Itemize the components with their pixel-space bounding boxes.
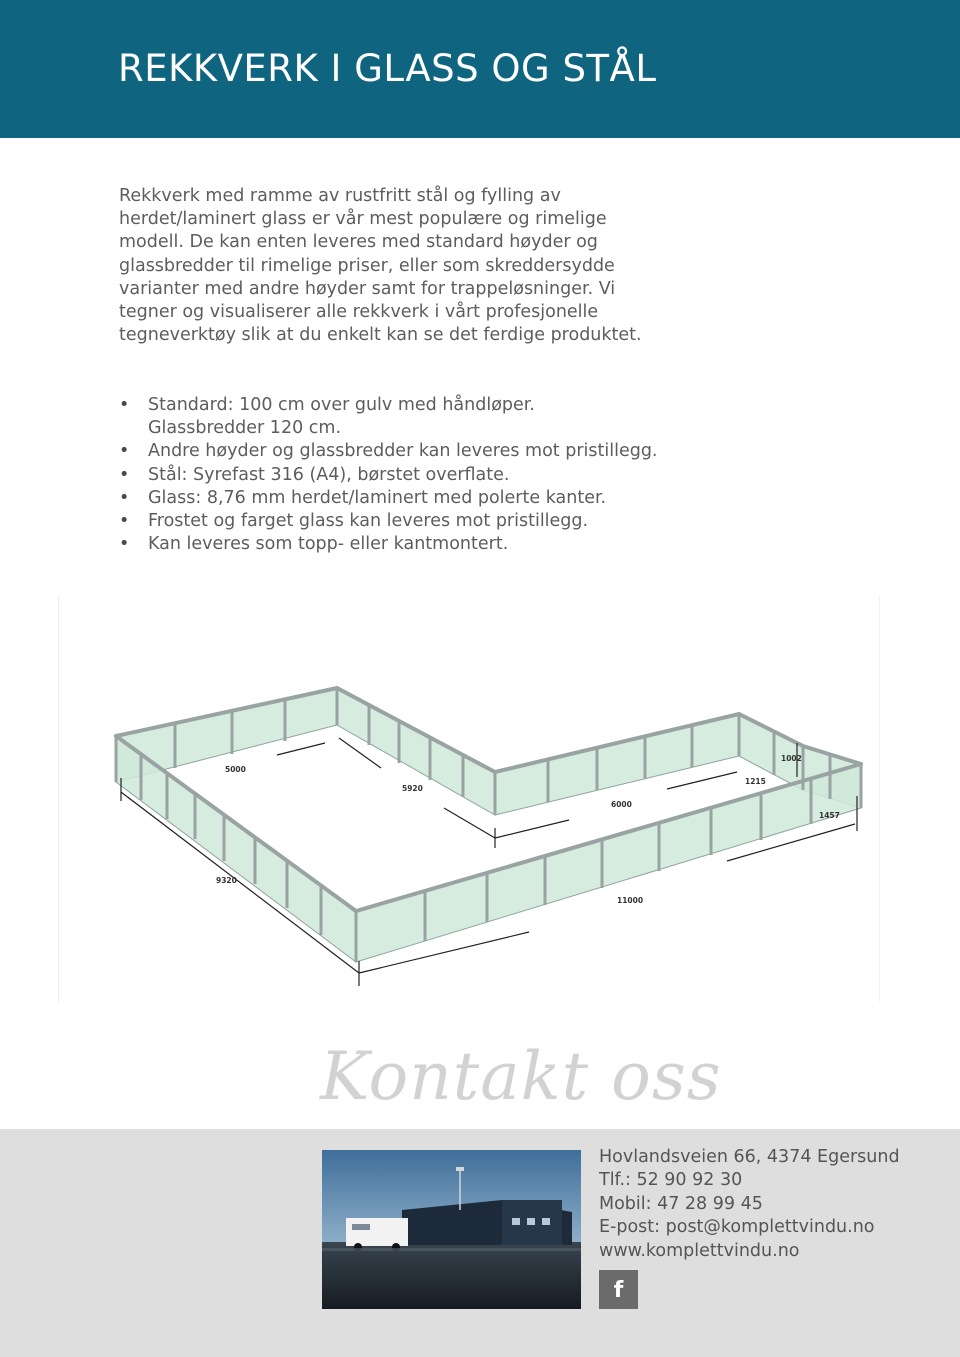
railing-drawing (58, 596, 880, 1002)
feature-list (119, 394, 679, 556)
glass-panel-front (356, 764, 861, 962)
dimension-label: 5920 (402, 784, 423, 793)
list-item: • Frostet og farget glass kan leveres mot pristillegg. (119, 510, 679, 533)
contact-mobile: Mobil: 47 28 99 45 (599, 1193, 763, 1214)
contact-address: Hovlandsveien 66, 4374 Egersund (599, 1147, 900, 1167)
list-item: • Stål: Syrefast 316 (A4), børstet overflate. (119, 464, 679, 487)
railing-illustration (59, 596, 879, 1002)
list-item: • Andre høyder og glassbredder kan leveres mot pristillegg. (119, 440, 679, 463)
dimension-label: 1215 (745, 777, 766, 786)
list-item: • Glass: 8,76 mm herdet/laminert med polerte kanter. (119, 487, 679, 510)
dimension-label: 11000 (617, 896, 644, 905)
company-building-photo (322, 1150, 581, 1309)
feature-text-continued: Glassbredder 120 cm. (148, 418, 342, 439)
dimension-label: 9320 (216, 876, 237, 885)
contact-phone: Tlf.: 52 90 92 30 (599, 1170, 743, 1191)
dimension-label: 5000 (225, 765, 246, 774)
contact-heading: Kontakt oss (320, 1038, 722, 1115)
glass-panel-back-diagonal (337, 688, 495, 815)
feature-text: Standard: 100 cm over gulv med håndløper. (148, 395, 535, 415)
facebook-icon[interactable]: f (599, 1270, 638, 1309)
feature-item-standard (119, 394, 679, 440)
contact-website[interactable]: www.komplettvindu.no (599, 1240, 800, 1261)
header-banner (0, 0, 960, 138)
list-item: • Kan leveres som topp- eller kantmontert. (119, 533, 679, 556)
contact-details (599, 1146, 900, 1263)
contact-email[interactable]: E-post: post@komplettvindu.no (599, 1217, 875, 1238)
dimension-label: 1002 (781, 754, 802, 763)
dimension-label: 1457 (819, 811, 840, 820)
intro-paragraph: Rekkverk med ramme av rustfritt stål og fylling av herdet/laminert glass er vår mest populære og rimelige modell. De kan enten leveres med standard høyder og glassbredder til rimelige priser, eller som skreddersydde varianter med andre høyder samt for trappeløsninger. Vi tegner og visualiserer alle rekkverk i vårt profesjonelle tegneverktøy slik at du enkelt kan se det ferdige produktet. (119, 186, 642, 346)
page-title: REKKVERK I GLASS OG STÅL (118, 47, 657, 90)
dimension-label: 6000 (611, 800, 632, 809)
